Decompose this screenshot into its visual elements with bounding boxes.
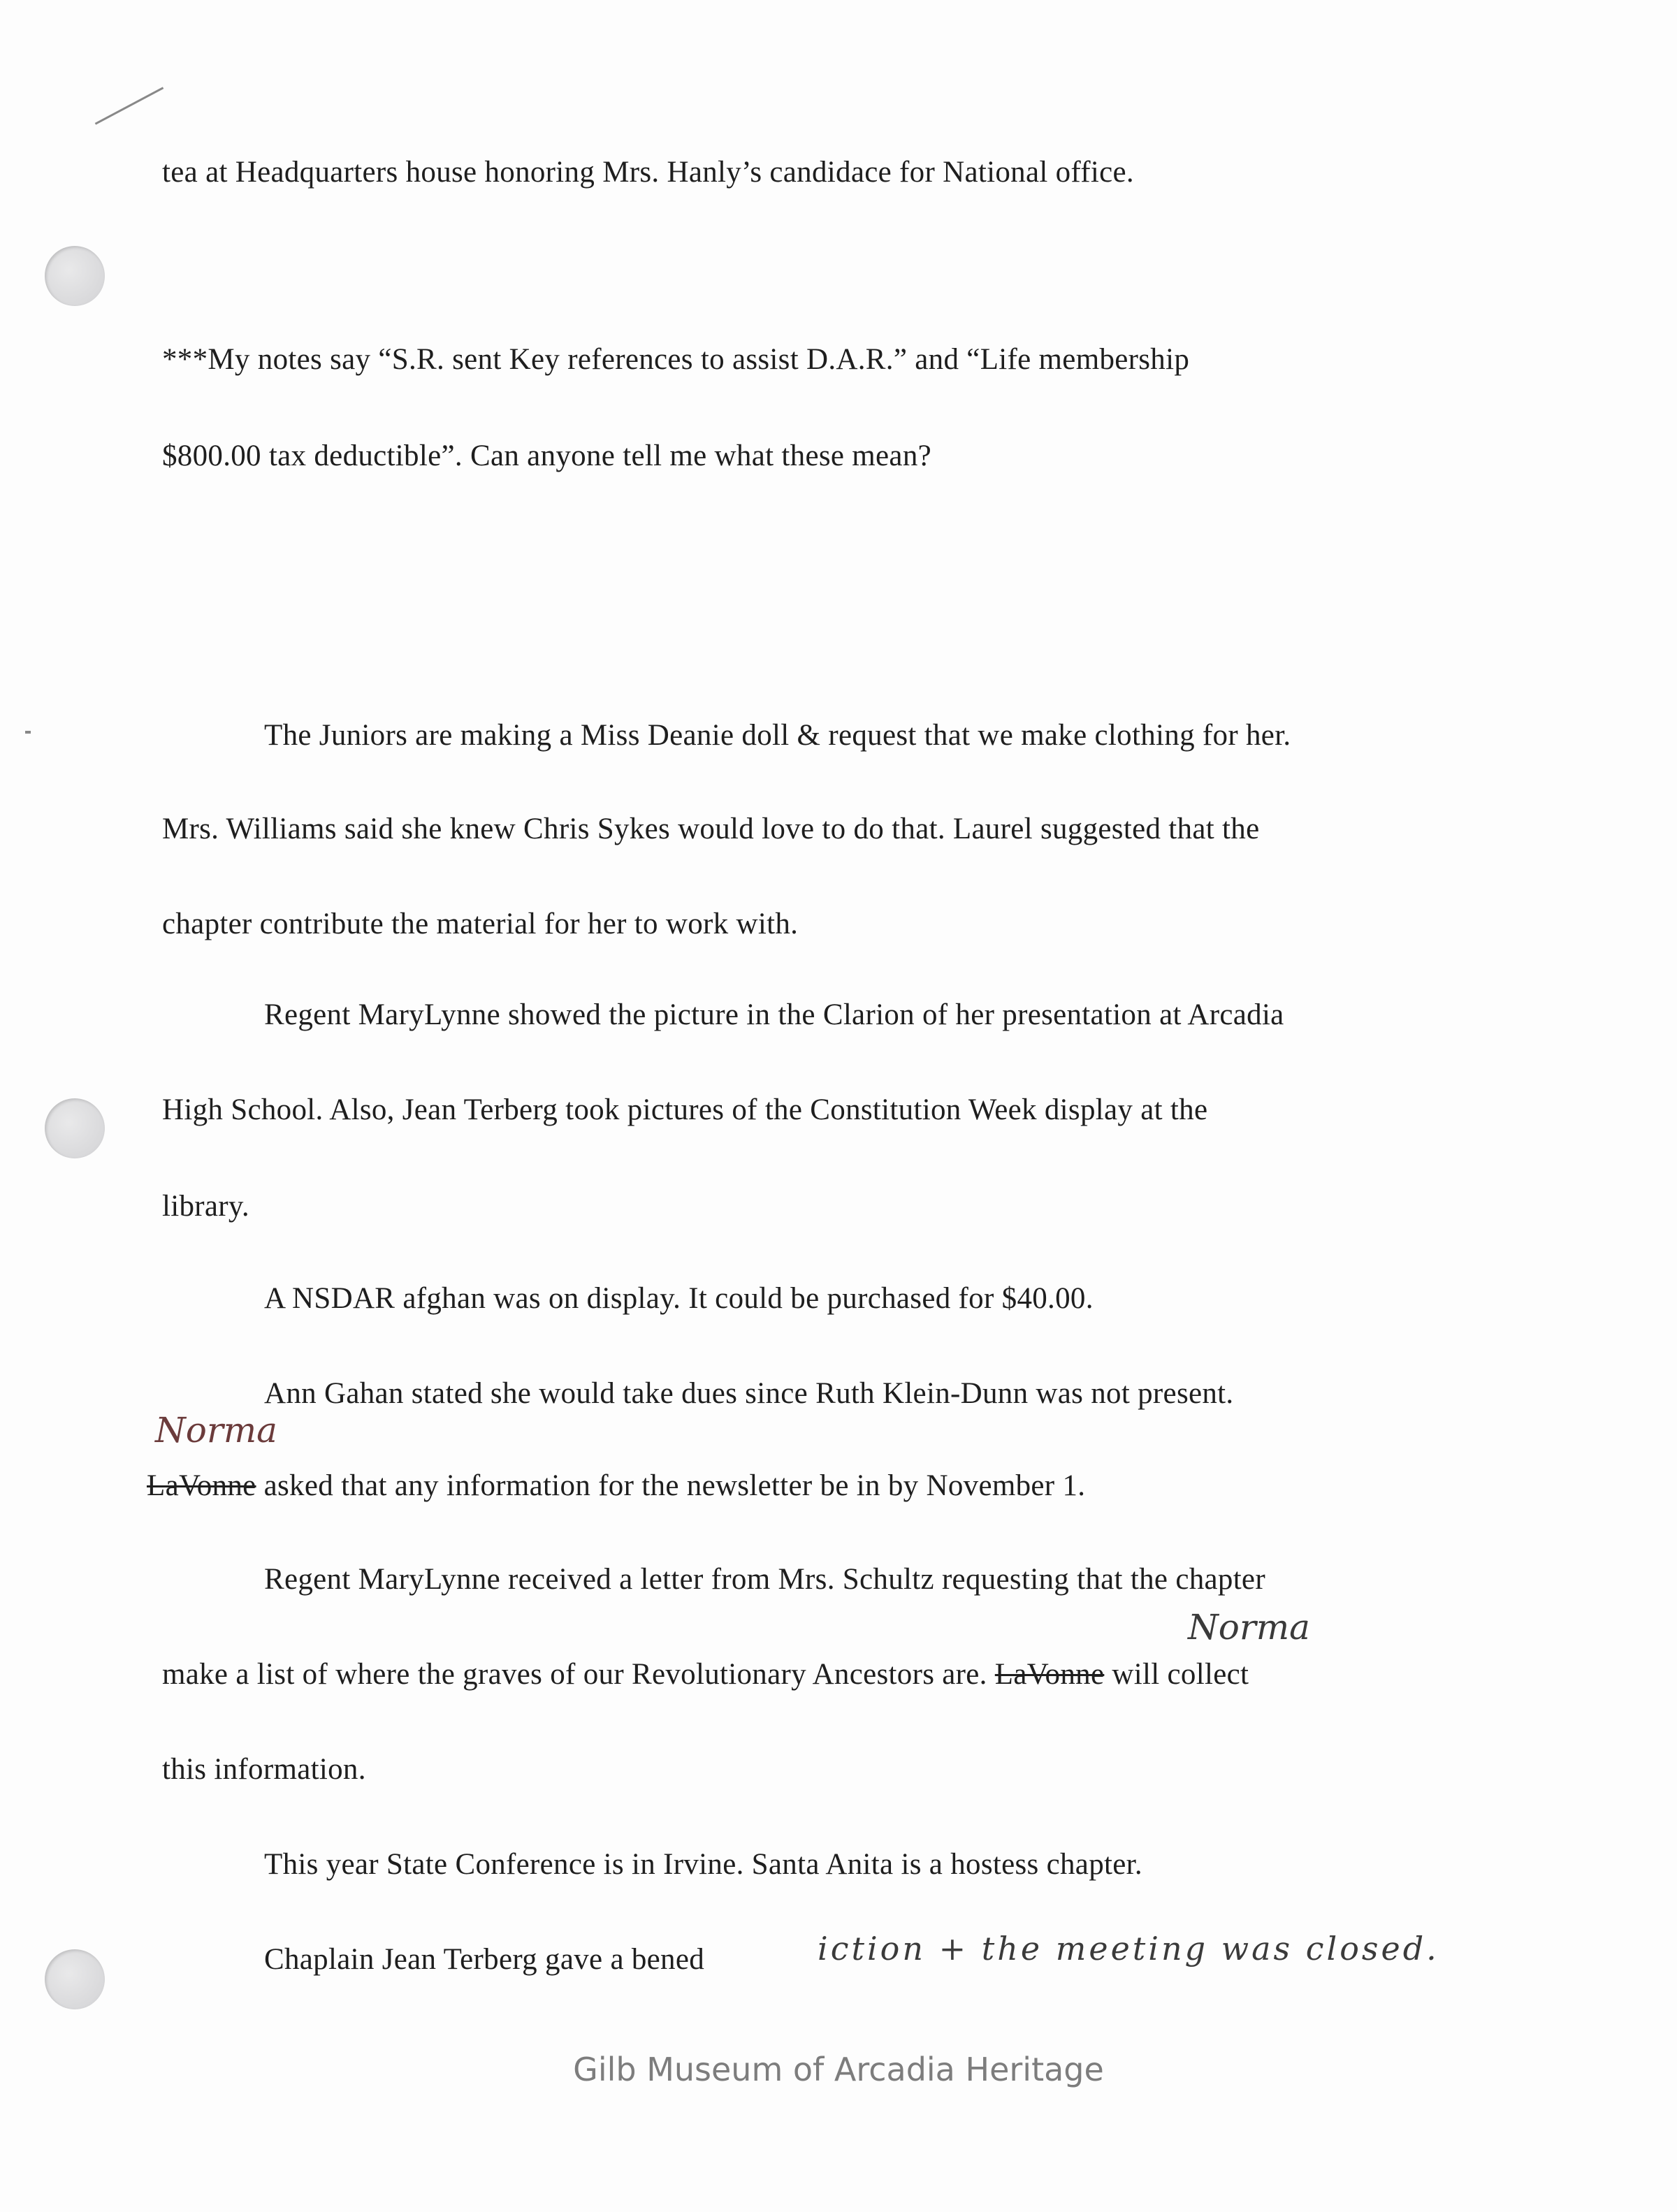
text-span: will collect bbox=[1104, 1658, 1249, 1691]
text-line bbox=[147, 1469, 1085, 1503]
text-line: This year State Conference is in Irvine. Santa Anita is a hostess chapter. bbox=[264, 1848, 1142, 1881]
handwritten-correction: Norma bbox=[1188, 1607, 1310, 1647]
punch-hole-bottom bbox=[45, 1949, 105, 2009]
text-line: Regent MaryLynne received a letter from Mrs. Schultz requesting that the chapter bbox=[264, 1563, 1265, 1596]
text-line: Regent MaryLynne showed the picture in the Clarion of her presentation at Arcadia bbox=[264, 998, 1284, 1031]
text-line: tea at Headquarters house honoring Mrs. Hanly’s candidace for National office. bbox=[162, 156, 1134, 189]
stray-pen-mark bbox=[95, 87, 164, 124]
handwritten-correction: Norma bbox=[155, 1410, 277, 1450]
text-span: asked that any information for the newsletter be in by November 1. bbox=[256, 1469, 1086, 1502]
text-line: Chaplain Jean Terberg gave a bened bbox=[264, 1943, 705, 1976]
text-span: make a list of where the graves of our Revolutionary Ancestors are. bbox=[162, 1658, 995, 1691]
text-line: ***My notes say “S.R. sent Key references to assist D.A.R.” and “Life membership bbox=[162, 343, 1190, 376]
text-line: A NSDAR afghan was on display. It could be purchased for $40.00. bbox=[264, 1282, 1094, 1315]
text-line: this information. bbox=[162, 1753, 366, 1786]
stray-pen-mark bbox=[25, 731, 31, 734]
handwritten-continuation: iction + the meeting was closed. bbox=[818, 1930, 1439, 1967]
text-line: $800.00 tax deductible”. Can anyone tell me what these mean? bbox=[162, 439, 931, 472]
text-line: High School. Also, Jean Terberg took pictures of the Constitution Week display at the bbox=[162, 1093, 1208, 1126]
text-line: Ann Gahan stated she would take dues since Ruth Klein-Dunn was not present. bbox=[264, 1377, 1234, 1410]
text-line: library. bbox=[162, 1190, 249, 1223]
text-line: chapter contribute the material for her to work with. bbox=[162, 908, 799, 940]
punch-hole-top bbox=[45, 246, 105, 306]
watermark: Gilb Museum of Arcadia Heritage bbox=[573, 2051, 1104, 2088]
struck-name: LaVonne bbox=[147, 1469, 256, 1502]
struck-name: LaVonne bbox=[994, 1658, 1105, 1691]
text-line: The Juniors are making a Miss Deanie doll & request that we make clothing for her. bbox=[264, 719, 1291, 752]
punch-hole-middle bbox=[45, 1098, 105, 1158]
text-line: Mrs. Williams said she knew Chris Sykes would love to do that. Laurel suggested that the bbox=[162, 813, 1260, 845]
text-line bbox=[162, 1657, 1249, 1691]
